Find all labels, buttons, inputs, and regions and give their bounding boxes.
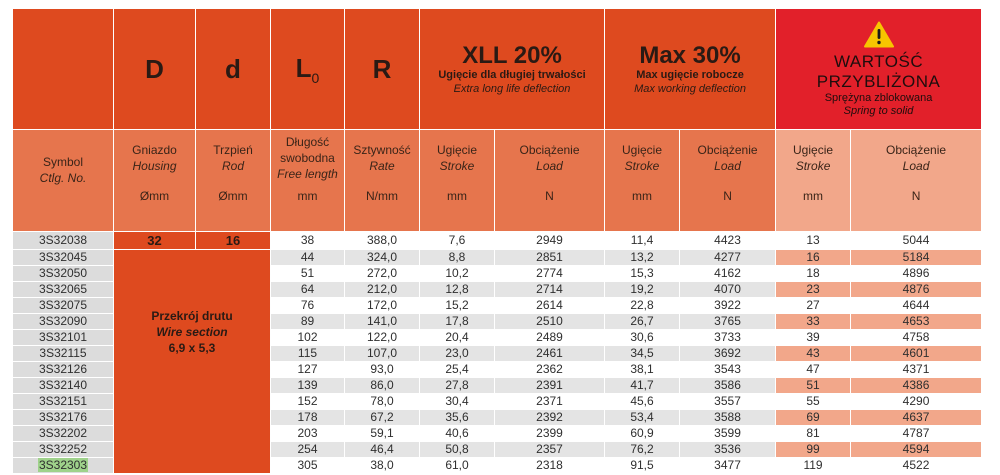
cell-stroke-xll: 17,8 <box>420 314 495 330</box>
xll-title: XLL 20% <box>462 41 562 69</box>
cell-stroke-xll: 20,4 <box>420 330 495 346</box>
cell-free-length: 203 <box>271 426 345 442</box>
warn-en: Spring to solid <box>843 104 914 117</box>
warn-line2: PRZYBLIŻONA <box>816 71 941 91</box>
cell-symbol <box>13 410 114 426</box>
cell-stroke-xll: 23,0 <box>420 346 495 362</box>
cell-stroke-xll: 15,2 <box>420 298 495 314</box>
symbol-text: 3S32151 <box>38 394 88 408</box>
cell-stroke-solid: 23 <box>776 282 851 298</box>
cell-stroke-xll: 30,4 <box>420 394 495 410</box>
cell-stroke-xll: 10,2 <box>420 266 495 282</box>
table-row <box>13 232 982 250</box>
cell-load-xll: 2489 <box>495 330 605 346</box>
cell-symbol <box>13 394 114 410</box>
cell-load-solid: 4787 <box>851 426 982 442</box>
header-D: D <box>114 9 196 130</box>
cell-load-xll: 2392 <box>495 410 605 426</box>
symbol-text: 3S32176 <box>38 410 88 424</box>
symbol-text: 3S32038 <box>38 233 88 247</box>
xll-pl: Ugięcie dla długiej trwałości <box>438 68 586 81</box>
cell-stroke-solid: 39 <box>776 330 851 346</box>
cell-rate: 59,1 <box>345 426 420 442</box>
spring-spec-table <box>12 8 982 474</box>
cell-load-solid: 4522 <box>851 458 982 474</box>
col-load-solid: Obciążenie Load N <box>851 130 982 232</box>
cell-load-xll: 2851 <box>495 250 605 266</box>
warn-line1: WARTOŚĆ <box>833 51 924 71</box>
cell-stroke-max: 91,5 <box>605 458 680 474</box>
cell-load-max: 3557 <box>680 394 776 410</box>
cell-load-max: 3922 <box>680 298 776 314</box>
cell-symbol <box>13 458 114 474</box>
cell-load-solid: 4601 <box>851 346 982 362</box>
cell-symbol <box>13 298 114 314</box>
col-rod: Trzpień Rod Ømm <box>196 130 271 232</box>
table-row <box>13 250 982 266</box>
cell-stroke-solid: 47 <box>776 362 851 378</box>
cell-stroke-xll: 27,8 <box>420 378 495 394</box>
cell-load-xll: 2614 <box>495 298 605 314</box>
cell-symbol <box>13 330 114 346</box>
cell-load-solid: 4758 <box>851 330 982 346</box>
symbol-text: 3S32140 <box>38 378 88 392</box>
cell-load-solid: 4644 <box>851 298 982 314</box>
cell-rate: 86,0 <box>345 378 420 394</box>
cell-symbol <box>13 362 114 378</box>
cell-load-xll: 2357 <box>495 442 605 458</box>
cell-rate: 78,0 <box>345 394 420 410</box>
cell-stroke-xll: 25,4 <box>420 362 495 378</box>
col-load-xll: Obciążenie Load N <box>495 130 605 232</box>
cell-symbol <box>13 442 114 458</box>
cell-load-xll: 2774 <box>495 266 605 282</box>
cell-rate: 212,0 <box>345 282 420 298</box>
symbol-text: 3S32065 <box>38 282 88 296</box>
symbol-text: 3S32090 <box>38 314 88 328</box>
cell-rate: 272,0 <box>345 266 420 282</box>
cell-stroke-solid: 69 <box>776 410 851 426</box>
cell-load-solid: 5044 <box>851 232 982 250</box>
cell-load-max: 3733 <box>680 330 776 346</box>
cell-stroke-max: 13,2 <box>605 250 680 266</box>
symbol-text: 3S32075 <box>38 298 88 312</box>
cell-rate: 107,0 <box>345 346 420 362</box>
cell-free-length: 115 <box>271 346 345 362</box>
wire-section-en: Wire section <box>156 324 228 339</box>
cell-stroke-xll: 7,6 <box>420 232 495 250</box>
cell-free-length: 51 <box>271 266 345 282</box>
max-title: Max 30% <box>639 41 741 69</box>
wire-section-value: 6,9 x 5,3 <box>168 340 216 355</box>
cell-free-length: 38 <box>271 232 345 250</box>
cell-free-length: 89 <box>271 314 345 330</box>
header-max-group <box>605 9 776 130</box>
cell-stroke-max: 22,8 <box>605 298 680 314</box>
cell-stroke-max: 38,1 <box>605 362 680 378</box>
cell-stroke-solid: 55 <box>776 394 851 410</box>
cell-load-xll: 2949 <box>495 232 605 250</box>
symbol-text: 3S32050 <box>38 266 88 280</box>
cell-free-length: 102 <box>271 330 345 346</box>
col-stroke-xll: Ugięcie Stroke mm <box>420 130 495 232</box>
col-load-max: Obciążenie Load N <box>680 130 776 232</box>
cell-stroke-max: 60,9 <box>605 426 680 442</box>
cell-load-max: 3543 <box>680 362 776 378</box>
cell-load-xll: 2714 <box>495 282 605 298</box>
cell-load-max: 4277 <box>680 250 776 266</box>
cell-load-solid: 5184 <box>851 250 982 266</box>
cell-load-xll: 2391 <box>495 378 605 394</box>
cell-free-length: 127 <box>271 362 345 378</box>
cell-load-max: 3588 <box>680 410 776 426</box>
cell-stroke-solid: 43 <box>776 346 851 362</box>
cell-free-length: 178 <box>271 410 345 426</box>
cell-stroke-solid: 13 <box>776 232 851 250</box>
cell-load-max: 3765 <box>680 314 776 330</box>
cell-housing-value: 32 <box>114 232 196 250</box>
cell-load-solid: 4290 <box>851 394 982 410</box>
symbol-text: 3S32045 <box>38 250 88 264</box>
cell-stroke-xll: 8,8 <box>420 250 495 266</box>
header-approx-value-group <box>776 9 982 130</box>
cell-free-length: 44 <box>271 250 345 266</box>
cell-stroke-max: 30,6 <box>605 330 680 346</box>
cell-load-xll: 2399 <box>495 426 605 442</box>
cell-stroke-solid: 27 <box>776 298 851 314</box>
cell-load-xll: 2318 <box>495 458 605 474</box>
cell-symbol <box>13 282 114 298</box>
cell-stroke-max: 15,3 <box>605 266 680 282</box>
symbol-text: 3S32252 <box>38 442 88 456</box>
cell-rate: 172,0 <box>345 298 420 314</box>
cell-symbol <box>13 314 114 330</box>
cell-load-solid: 4594 <box>851 442 982 458</box>
cell-stroke-solid: 33 <box>776 314 851 330</box>
cell-stroke-max: 11,4 <box>605 232 680 250</box>
warning-triangle-icon <box>864 21 894 48</box>
cell-load-xll: 2371 <box>495 394 605 410</box>
max-en: Max working deflection <box>634 82 746 95</box>
cell-symbol <box>13 346 114 362</box>
cell-load-xll: 2461 <box>495 346 605 362</box>
cell-stroke-xll: 35,6 <box>420 410 495 426</box>
cell-load-max: 3477 <box>680 458 776 474</box>
col-free-length: Długość swobodna Free length mm <box>271 130 345 232</box>
xll-en: Extra long life deflection <box>453 82 571 95</box>
header-L0: L0 <box>271 9 345 130</box>
cell-stroke-max: 19,2 <box>605 282 680 298</box>
cell-stroke-solid: 51 <box>776 378 851 394</box>
cell-load-solid: 4371 <box>851 362 982 378</box>
header-xll-group <box>420 9 605 130</box>
cell-load-max: 3586 <box>680 378 776 394</box>
header-row-main <box>13 9 982 130</box>
symbol-text: 3S32101 <box>38 330 88 344</box>
symbol-text: 3S32202 <box>38 426 88 440</box>
cell-load-max: 4070 <box>680 282 776 298</box>
cell-load-max: 4423 <box>680 232 776 250</box>
col-stroke-solid: Ugięcie Stroke mm <box>776 130 851 232</box>
cell-load-max: 3692 <box>680 346 776 362</box>
cell-stroke-max: 26,7 <box>605 314 680 330</box>
cell-symbol <box>13 250 114 266</box>
cell-free-length: 76 <box>271 298 345 314</box>
cell-rate: 67,2 <box>345 410 420 426</box>
cell-stroke-xll: 12,8 <box>420 282 495 298</box>
cell-free-length: 254 <box>271 442 345 458</box>
cell-load-max: 3599 <box>680 426 776 442</box>
cell-stroke-max: 34,5 <box>605 346 680 362</box>
cell-stroke-xll: 50,8 <box>420 442 495 458</box>
cell-load-max: 3536 <box>680 442 776 458</box>
symbol-text: 3S32115 <box>39 346 87 360</box>
cell-load-solid: 4896 <box>851 266 982 282</box>
cell-stroke-solid: 119 <box>776 458 851 474</box>
cell-load-solid: 4637 <box>851 410 982 426</box>
max-pl: Max ugięcie robocze <box>636 68 744 81</box>
cell-free-length: 64 <box>271 282 345 298</box>
header-R: R <box>345 9 420 130</box>
cell-rate: 122,0 <box>345 330 420 346</box>
cell-load-solid: 4386 <box>851 378 982 394</box>
cell-rate: 93,0 <box>345 362 420 378</box>
header-empty-cell <box>13 9 114 130</box>
cell-stroke-solid: 16 <box>776 250 851 266</box>
cell-stroke-solid: 99 <box>776 442 851 458</box>
cell-stroke-solid: 18 <box>776 266 851 282</box>
cell-load-solid: 4653 <box>851 314 982 330</box>
cell-rate: 46,4 <box>345 442 420 458</box>
col-rate: Sztywność Rate N/mm <box>345 130 420 232</box>
cell-free-length: 152 <box>271 394 345 410</box>
cell-load-solid: 4876 <box>851 282 982 298</box>
spring-spec-table-container <box>12 8 981 474</box>
wire-section-pl: Przekrój drutu <box>151 308 233 323</box>
cell-rate: 38,0 <box>345 458 420 474</box>
cell-rate: 141,0 <box>345 314 420 330</box>
cell-free-length: 305 <box>271 458 345 474</box>
header-row-sub <box>13 130 982 232</box>
cell-rate: 388,0 <box>345 232 420 250</box>
cell-stroke-max: 45,6 <box>605 394 680 410</box>
warn-pl: Sprężyna zblokowana <box>824 91 933 104</box>
cell-symbol <box>13 232 114 250</box>
cell-rate: 324,0 <box>345 250 420 266</box>
cell-symbol <box>13 378 114 394</box>
cell-stroke-solid: 81 <box>776 426 851 442</box>
cell-symbol <box>13 426 114 442</box>
symbol-text: 3S32126 <box>38 362 88 376</box>
cell-stroke-max: 41,7 <box>605 378 680 394</box>
header-d: d <box>196 9 271 130</box>
cell-stroke-xll: 61,0 <box>420 458 495 474</box>
cell-load-xll: 2362 <box>495 362 605 378</box>
col-housing: Gniazdo Housing Ømm <box>114 130 196 232</box>
wire-section-cell <box>114 250 271 474</box>
cell-load-max: 4162 <box>680 266 776 282</box>
cell-load-xll: 2510 <box>495 314 605 330</box>
cell-stroke-xll: 40,6 <box>420 426 495 442</box>
symbol-text: 3S32303 <box>38 458 88 472</box>
cell-stroke-max: 53,4 <box>605 410 680 426</box>
cell-stroke-max: 76,2 <box>605 442 680 458</box>
cell-free-length: 139 <box>271 378 345 394</box>
col-stroke-max: Ugięcie Stroke mm <box>605 130 680 232</box>
col-symbol: Symbol Ctlg. No. <box>13 130 114 232</box>
cell-symbol <box>13 266 114 282</box>
cell-rod-value: 16 <box>196 232 271 250</box>
